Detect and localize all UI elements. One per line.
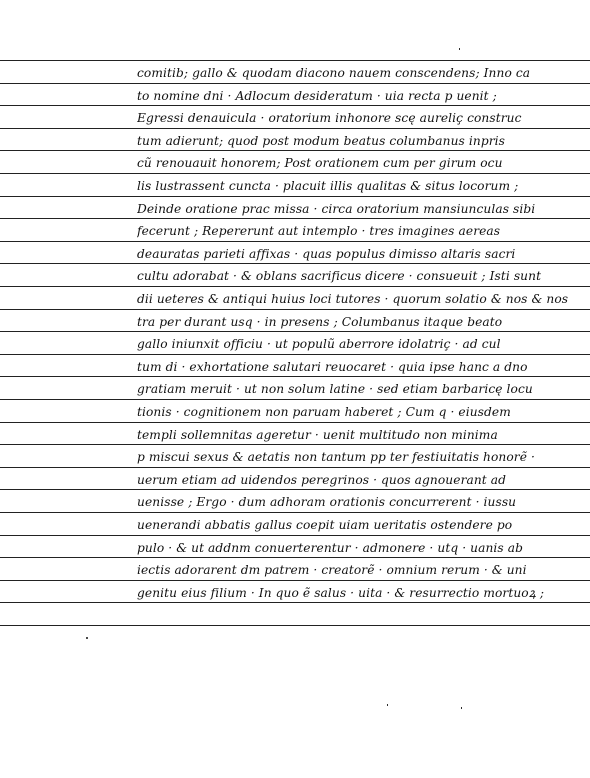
text-line: tum adierunt; quod post modum beatus columbanus inpris — [137, 134, 506, 148]
ruled-line — [0, 286, 590, 287]
text-line: pulo · & ut addnm conuerterentur · admonere · utq · uanis ab — [137, 541, 524, 555]
text-line: tra per durant usq · in presens ; Columbanus itaque beato — [137, 315, 503, 329]
ink-speck — [461, 707, 462, 709]
text-line: dii ueteres & antiqui huius loci tutores · quorum solatio & nos & nos — [137, 292, 569, 306]
text-line: cultu adorabat · & oblans sacrificus dicere · consueuit ; Isti sunt — [137, 269, 542, 283]
ruled-line — [0, 241, 590, 242]
text-line: uerum etiam ad uidendos peregrinos · quos agnouerant ad — [137, 473, 507, 487]
ruled-line — [0, 489, 590, 490]
text-line: fecerunt ; Repererunt aut intemplo · tres imagines aereas — [137, 224, 501, 238]
ruled-line — [0, 512, 590, 513]
text-line: lis lustrassent cuncta · placuit illis qualitas & situs locorum ; — [137, 179, 519, 193]
text-line: tum di · exhortatione salutari reuocaret · quia ipse hanc a dno — [137, 360, 528, 374]
ruled-line — [0, 105, 590, 106]
ruled-line — [0, 60, 590, 61]
ruled-line — [0, 535, 590, 536]
ruled-line — [0, 580, 590, 581]
text-line: Egressi denauicula · oratorium inhonore scę aureliç construc — [137, 111, 522, 125]
ruled-line — [0, 128, 590, 129]
text-line: uenerandi abbatis gallus coepit uiam ueritatis ostendere po — [137, 518, 513, 532]
ruled-line — [0, 625, 590, 626]
ruled-line — [0, 150, 590, 151]
text-line: iectis adorarent dm patrem · creatorẽ · omnium rerum · & uni — [137, 563, 527, 577]
text-line: Deinde oratione prac missa · circa oratorium mansiunculas sibi — [137, 202, 536, 216]
ruled-line — [0, 83, 590, 84]
text-line: cũ renouauit honorem; Post orationem cum per girum ocu — [137, 156, 503, 170]
text-line: deauratas parieti affixas · quas populus dimisso altaris sacri — [137, 247, 516, 261]
text-line: to nomine dni · Adlocum desideratum · uia recta p uenit ; — [137, 89, 497, 103]
ink-speck — [459, 48, 460, 50]
ruled-line — [0, 444, 590, 445]
text-line: uenisse ; Ergo · dum adhoram orationis concurrerent · iussu — [137, 495, 517, 509]
ruled-line — [0, 602, 590, 603]
ruled-line — [0, 467, 590, 468]
text-line: genitu eius filium · In quo ẽ salus · uita · & resurrectio mortuoꝝ ; — [137, 586, 545, 600]
text-line: gratiam meruit · ut non solum latine · sed etiam barbaricę locu — [137, 382, 533, 396]
ruled-line — [0, 331, 590, 332]
ruled-line — [0, 196, 590, 197]
ruled-line — [0, 376, 590, 377]
text-line: templi sollemnitas ageretur · uenit multitudo non minima — [137, 428, 498, 442]
ruled-line — [0, 557, 590, 558]
text-line: gallo iniunxit officiu · ut populũ aberrore idolatriç · ad cul — [137, 337, 501, 351]
ruled-line — [0, 218, 590, 219]
text-line: comitib; gallo & quodam diacono nauem conscendens; Inno ca — [137, 66, 531, 80]
text-line: p miscui sexus & aetatis non tantum pp ter festiuitatis honorẽ · — [137, 450, 535, 464]
ruled-line — [0, 173, 590, 174]
ruled-line — [0, 399, 590, 400]
text-line: tionis · cognitionem non paruam haberet ; Cum q · eiusdem — [137, 405, 511, 419]
ink-speck — [387, 704, 388, 706]
ruled-line — [0, 354, 590, 355]
ruled-line — [0, 263, 590, 264]
ink-speck — [86, 637, 88, 639]
ruled-line — [0, 422, 590, 423]
ruled-line — [0, 309, 590, 310]
